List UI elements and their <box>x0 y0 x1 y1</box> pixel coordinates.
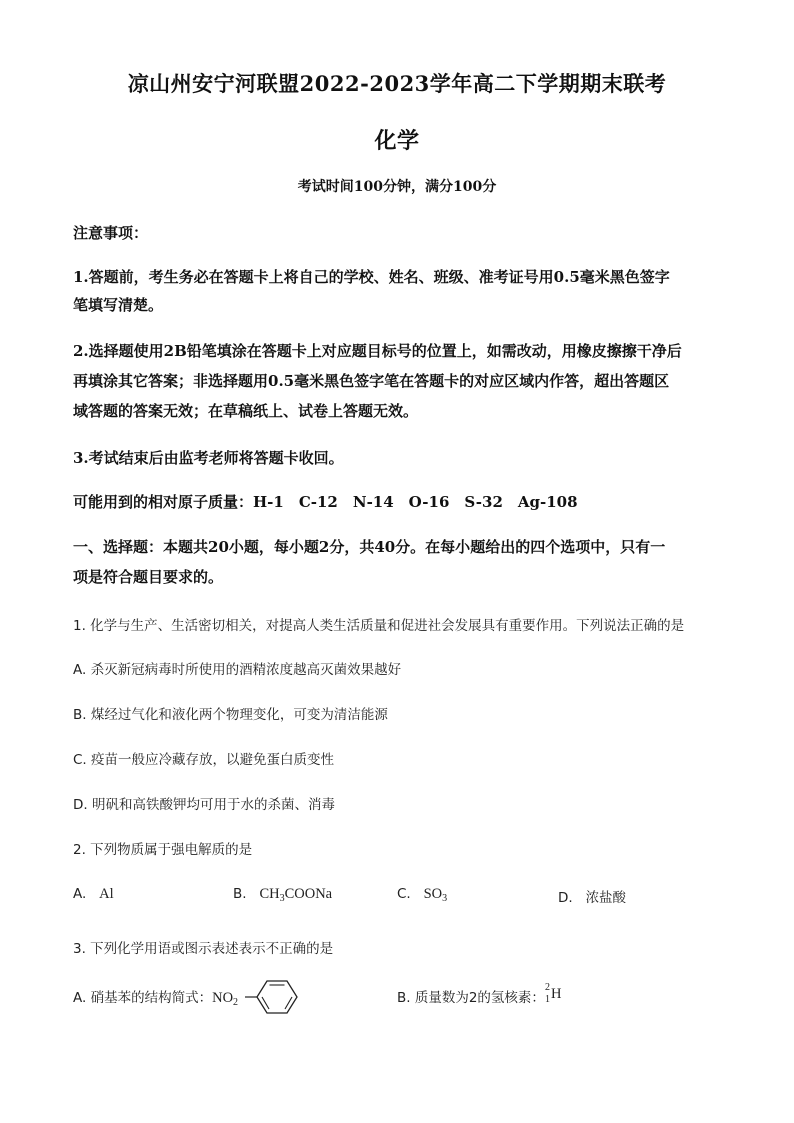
note-1-line-1: 1.答题前，考生务必在答题卡上将自己的学校、姓名、班级、准考证号用0.5毫米黑色签字 <box>73 268 670 286</box>
notes-heading: 注意事项： <box>73 224 149 242</box>
q2-b-ch: CH <box>259 886 280 902</box>
q1-stem: 1. 化学与生产、生活密切相关，对提高人类生活质量和促进社会发展具有重要作用。下列说法正确的是 <box>73 618 685 634</box>
note-2-line-3: 域答题的答案无效；在草稿纸上、试卷上答题无效。 <box>73 402 419 420</box>
q2-option-c <box>397 886 447 904</box>
q2-option-d-label: D. <box>558 890 573 906</box>
note-2-line-1: 2.选择题使用2B铅笔填涂在答题卡上对应题目标号的位置上，如需改动，用橡皮擦擦干净后 <box>73 342 682 360</box>
nuclide-atomic-number: 1 <box>544 994 550 1005</box>
q2-option-a-label: A. <box>73 886 87 902</box>
note-2-line-2: 再填涂其它答案；非选择题用0.5毫米黑色签字笔在答题卡的对应区域内作答，超出答题区 <box>73 372 670 390</box>
q2-option-d-text: 浓盐酸 <box>585 890 627 906</box>
q2-b-sub: 3 <box>279 893 285 904</box>
q2-option-c-formula <box>424 886 448 902</box>
q2-option-d <box>558 886 626 906</box>
q2-option-b-label: B. <box>233 886 247 902</box>
q2-stem: 2. 下列物质属于强电解质的是 <box>73 842 253 858</box>
note-3: 3.考试结束后由监考老师将答题卡收回。 <box>73 449 344 467</box>
benzene-ring-icon <box>245 978 305 1016</box>
section-1-line-1: 一、选择题：本题共20小题，每小题2分，共40分。在每小题给出的四个选项中，只有一 <box>73 538 666 556</box>
nitro-group-no: NO <box>212 990 234 1006</box>
q2-option-b-formula <box>259 886 332 902</box>
q2-option-a <box>73 886 114 903</box>
note-1-line-2: 笔填写清楚。 <box>73 296 164 314</box>
q3-option-b-text: B. 质量数为2的氢核素： <box>397 990 545 1006</box>
q2-option-c-label: C. <box>397 886 411 902</box>
section-1-line-2: 项是符合题目要求的。 <box>73 568 224 586</box>
q1-option-a: A. 杀灭新冠病毒时所使用的酒精浓度越高灭菌效果越好 <box>73 662 402 678</box>
q3-option-a-text: A. 硝基苯的结构简式： <box>73 990 213 1006</box>
q3-stem: 3. 下列化学用语或图示表述表示不正确的是 <box>73 941 334 957</box>
nitro-group <box>212 990 238 1006</box>
nuclide-mass-number: 2 <box>544 982 550 993</box>
q2-option-b <box>233 886 332 904</box>
atomic-masses: 可能用到的相对原子质量：H-1 C-12 N-14 O-16 S-32 Ag-108 <box>73 493 578 511</box>
q3-options <box>73 982 733 1010</box>
q2-b-coona: COONa <box>284 886 333 902</box>
nitro-group-sub: 2 <box>233 997 239 1008</box>
q1-option-b: B. 煤经过气化和液化两个物理变化，可变为清洁能源 <box>73 707 388 723</box>
exam-info: 考试时间100分钟，满分100分 <box>297 179 497 195</box>
hydrogen-nuclide <box>544 982 563 1006</box>
q2-c-sub: 3 <box>442 893 448 904</box>
subject-title: 化学 <box>374 128 420 154</box>
q2-option-a-formula: Al <box>99 886 114 902</box>
q3-option-b <box>397 982 563 1006</box>
q1-option-d: D. 明矾和高铁酸钾均可用于水的杀菌、消毒 <box>73 797 335 813</box>
q2-options <box>73 886 733 910</box>
exam-title: 凉山州安宁河联盟2022-2023学年高二下学期期末联考 <box>127 71 667 96</box>
q1-option-c: C. 疫苗一般应冷藏存放，以避免蛋白质变性 <box>73 752 335 768</box>
q3-option-a <box>73 986 238 1008</box>
nuclide-symbol: H <box>550 986 562 1002</box>
q2-c-so: SO <box>423 886 443 902</box>
